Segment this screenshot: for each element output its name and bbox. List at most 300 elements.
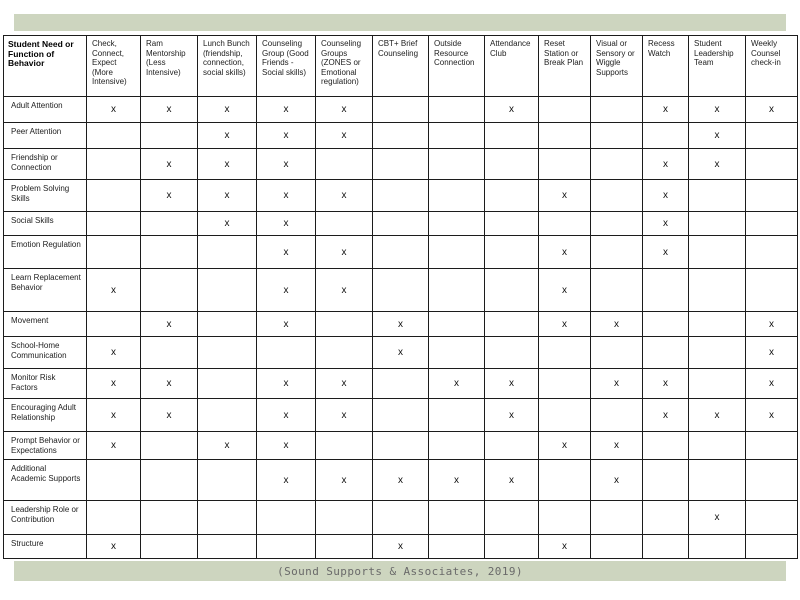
column-header: Recess Watch — [643, 36, 689, 97]
table-cell — [539, 535, 591, 559]
table-cell — [591, 212, 643, 236]
x-mark: x — [769, 378, 774, 389]
table-cell — [257, 212, 316, 236]
column-header: CBT+ Brief Counseling — [373, 36, 429, 97]
table-cell — [429, 369, 485, 399]
column-header: Lunch Bunch (friendship, connection, social skills) — [198, 36, 257, 97]
table-cell — [373, 399, 429, 432]
x-mark: x — [398, 318, 403, 330]
table-cell — [539, 337, 591, 369]
student-need-label: Leadership Role or Contribution — [4, 501, 87, 535]
table-cell — [689, 212, 746, 236]
table-cell — [87, 97, 141, 123]
x-mark: x — [283, 130, 289, 141]
table-cell — [689, 535, 746, 559]
x-mark: x — [614, 318, 619, 330]
x-mark: x — [663, 218, 668, 229]
column-header: Counseling Groups (ZONES or Emotional regulation) — [316, 36, 373, 97]
table-cell — [746, 180, 798, 212]
table-cell — [316, 269, 373, 312]
column-header: Student Leadership Team — [689, 36, 746, 97]
table-cell — [257, 97, 316, 123]
table-cell — [591, 236, 643, 269]
table-cell — [141, 180, 198, 212]
table-cell — [198, 269, 257, 312]
table-cell — [429, 149, 485, 180]
table-cell — [643, 460, 689, 501]
x-mark: x — [283, 218, 289, 229]
x-mark: x — [398, 541, 403, 552]
table-cell — [257, 369, 316, 399]
table-cell — [429, 269, 485, 312]
table-cell — [485, 369, 539, 399]
table-cell — [429, 180, 485, 212]
x-mark: x — [663, 246, 668, 258]
table-cell — [539, 212, 591, 236]
table-cell — [373, 460, 429, 501]
table-row — [4, 212, 798, 236]
column-header: Check, Connect, Expect (More Intensive) — [87, 36, 141, 97]
table-cell — [316, 212, 373, 236]
table-row — [4, 432, 798, 460]
x-mark: x — [341, 190, 347, 201]
student-need-label: Structure — [4, 535, 87, 559]
x-mark: x — [166, 158, 172, 170]
table-cell — [87, 149, 141, 180]
table-cell — [198, 123, 257, 149]
table-cell — [87, 212, 141, 236]
x-mark: x — [663, 158, 668, 170]
table-cell — [539, 123, 591, 149]
table-cell — [429, 460, 485, 501]
x-mark: x — [714, 158, 720, 170]
x-mark: x — [714, 512, 720, 523]
table-cell — [198, 535, 257, 559]
table-cell — [198, 369, 257, 399]
table-cell — [746, 399, 798, 432]
table-cell — [643, 212, 689, 236]
table-cell — [746, 369, 798, 399]
table-cell — [141, 149, 198, 180]
table-row — [4, 97, 798, 123]
table-row — [4, 180, 798, 212]
table-cell — [485, 149, 539, 180]
table-cell — [643, 312, 689, 337]
table-row — [4, 535, 798, 559]
table-cell — [141, 399, 198, 432]
x-mark: x — [398, 474, 403, 486]
column-header: Outside Resource Connection — [429, 36, 485, 97]
column-header: Counseling Group (Good Friends - Social skills) — [257, 36, 316, 97]
student-need-label: School-Home Communication — [4, 337, 87, 369]
x-mark: x — [283, 158, 289, 170]
x-mark: x — [283, 190, 289, 201]
student-need-label: Additional Academic Supports — [4, 460, 87, 501]
table-cell — [643, 180, 689, 212]
x-mark: x — [224, 218, 230, 229]
table-cell — [746, 535, 798, 559]
x-mark: x — [111, 541, 116, 552]
x-mark: x — [283, 318, 289, 330]
x-mark: x — [614, 440, 619, 451]
x-mark: x — [769, 347, 774, 358]
column-header: Visual or Sensory or Wiggle Supports — [591, 36, 643, 97]
table-cell — [485, 269, 539, 312]
table-cell — [539, 501, 591, 535]
table-cell — [539, 180, 591, 212]
x-mark: x — [224, 190, 230, 201]
x-mark: x — [283, 284, 289, 296]
table-cell — [316, 337, 373, 369]
table-cell — [373, 212, 429, 236]
x-mark: x — [663, 409, 668, 421]
table-cell — [689, 269, 746, 312]
x-mark: x — [769, 104, 774, 115]
table-cell — [87, 236, 141, 269]
table-cell — [257, 269, 316, 312]
table-cell — [316, 535, 373, 559]
table-cell — [373, 432, 429, 460]
table-cell — [539, 149, 591, 180]
x-mark: x — [224, 440, 230, 451]
table-cell — [373, 312, 429, 337]
top-decorative-bar — [14, 14, 786, 31]
table-cell — [746, 432, 798, 460]
x-mark: x — [283, 440, 289, 451]
table-cell — [373, 535, 429, 559]
table-cell — [373, 236, 429, 269]
table-cell — [316, 432, 373, 460]
table-cell — [746, 501, 798, 535]
table-cell — [485, 535, 539, 559]
student-need-label: Monitor Risk Factors — [4, 369, 87, 399]
table-cell — [591, 123, 643, 149]
table-body — [4, 97, 798, 559]
x-mark: x — [111, 104, 116, 115]
table-cell — [689, 501, 746, 535]
table-cell — [198, 97, 257, 123]
table-cell — [429, 535, 485, 559]
table-cell — [689, 149, 746, 180]
x-mark: x — [562, 190, 567, 201]
table-row — [4, 123, 798, 149]
table-cell — [485, 236, 539, 269]
table-cell — [141, 212, 198, 236]
student-need-label: Peer Attention — [4, 123, 87, 149]
table-cell — [373, 337, 429, 369]
table-cell — [485, 460, 539, 501]
x-mark: x — [166, 104, 172, 115]
table-cell — [316, 123, 373, 149]
table-cell — [257, 337, 316, 369]
table-cell — [257, 123, 316, 149]
table-cell — [87, 432, 141, 460]
x-mark: x — [341, 409, 347, 421]
table-cell — [257, 535, 316, 559]
x-mark: x — [224, 158, 230, 170]
x-mark: x — [341, 246, 347, 258]
x-mark: x — [111, 409, 116, 421]
student-need-label: Movement — [4, 312, 87, 337]
table-cell — [316, 501, 373, 535]
table-cell — [689, 236, 746, 269]
table-cell — [643, 432, 689, 460]
corner-header: Student Need or Function of Behavior — [4, 36, 87, 97]
table-cell — [87, 535, 141, 559]
student-need-label: Encouraging Adult Relationship — [4, 399, 87, 432]
x-mark: x — [663, 378, 668, 389]
x-mark: x — [562, 541, 567, 552]
table-cell — [689, 180, 746, 212]
table-cell — [485, 123, 539, 149]
table-cell — [591, 312, 643, 337]
table-cell — [746, 123, 798, 149]
column-header: Attendance Club — [485, 36, 539, 97]
x-mark: x — [714, 130, 720, 141]
table-cell — [87, 123, 141, 149]
x-mark: x — [398, 347, 403, 358]
table-cell — [539, 432, 591, 460]
table-cell — [87, 337, 141, 369]
table-cell — [141, 337, 198, 369]
table-cell — [539, 269, 591, 312]
table-cell — [373, 149, 429, 180]
x-mark: x — [166, 409, 172, 421]
table-cell — [689, 460, 746, 501]
table-cell — [141, 312, 198, 337]
table-cell — [198, 180, 257, 212]
x-mark: x — [562, 318, 567, 330]
x-mark: x — [111, 284, 116, 296]
table-cell — [591, 460, 643, 501]
table-cell — [373, 369, 429, 399]
table-cell — [746, 337, 798, 369]
table-cell — [539, 236, 591, 269]
table-cell — [643, 399, 689, 432]
table-row — [4, 312, 798, 337]
table-row — [4, 236, 798, 269]
intervention-table — [3, 35, 798, 559]
table-cell — [643, 501, 689, 535]
table-cell — [643, 337, 689, 369]
table-cell — [485, 501, 539, 535]
table-cell — [689, 432, 746, 460]
table-cell — [539, 399, 591, 432]
student-need-label: Adult Attention — [4, 97, 87, 123]
table-cell — [198, 312, 257, 337]
x-mark: x — [341, 378, 347, 389]
table-header-row — [4, 36, 798, 97]
table-cell — [689, 399, 746, 432]
x-mark: x — [224, 130, 230, 141]
x-mark: x — [509, 104, 514, 115]
table-cell — [591, 180, 643, 212]
table-row — [4, 501, 798, 535]
table-cell — [689, 337, 746, 369]
table-cell — [591, 501, 643, 535]
table-cell — [257, 399, 316, 432]
table-cell — [141, 535, 198, 559]
table-cell — [746, 212, 798, 236]
x-mark: x — [509, 409, 514, 421]
x-mark: x — [562, 284, 567, 296]
x-mark: x — [283, 474, 289, 486]
table-cell — [257, 501, 316, 535]
table-cell — [316, 460, 373, 501]
x-mark: x — [166, 378, 172, 389]
x-mark: x — [224, 104, 230, 115]
table-cell — [257, 149, 316, 180]
table-cell — [643, 123, 689, 149]
table-cell — [746, 460, 798, 501]
table-cell — [485, 180, 539, 212]
table-cell — [429, 399, 485, 432]
table-cell — [429, 432, 485, 460]
table-cell — [485, 399, 539, 432]
table-cell — [643, 535, 689, 559]
table-row — [4, 460, 798, 501]
table-cell — [257, 236, 316, 269]
table-cell — [198, 501, 257, 535]
table-cell — [198, 236, 257, 269]
table-cell — [373, 123, 429, 149]
x-mark: x — [283, 104, 289, 115]
table-cell — [198, 337, 257, 369]
table-cell — [643, 369, 689, 399]
x-mark: x — [509, 378, 514, 389]
table-cell — [316, 149, 373, 180]
x-mark: x — [714, 409, 720, 421]
x-mark: x — [111, 347, 116, 358]
x-mark: x — [454, 378, 459, 389]
x-mark: x — [663, 190, 668, 201]
table-cell — [316, 399, 373, 432]
intervention-matrix — [3, 35, 797, 556]
table-cell — [591, 269, 643, 312]
x-mark: x — [714, 104, 720, 115]
table-cell — [429, 312, 485, 337]
x-mark: x — [283, 409, 289, 421]
table-cell — [643, 236, 689, 269]
table-cell — [746, 236, 798, 269]
table-cell — [87, 312, 141, 337]
table-cell — [257, 460, 316, 501]
table-cell — [539, 97, 591, 123]
table-cell — [316, 180, 373, 212]
table-cell — [746, 97, 798, 123]
table-cell — [591, 432, 643, 460]
table-cell — [257, 312, 316, 337]
table-row — [4, 337, 798, 369]
student-need-label: Social Skills — [4, 212, 87, 236]
citation-text: (Sound Supports & Associates, 2019) — [277, 564, 523, 578]
x-mark: x — [166, 318, 172, 330]
student-need-label: Problem Solving Skills — [4, 180, 87, 212]
table-cell — [746, 269, 798, 312]
table-cell — [485, 312, 539, 337]
table-cell — [539, 312, 591, 337]
column-header: Reset Station or Break Plan — [539, 36, 591, 97]
table-cell — [198, 149, 257, 180]
table-cell — [257, 432, 316, 460]
table-cell — [198, 212, 257, 236]
student-need-label: Prompt Behavior or Expectations — [4, 432, 87, 460]
table-cell — [643, 149, 689, 180]
table-cell — [198, 432, 257, 460]
table-cell — [87, 269, 141, 312]
x-mark: x — [562, 246, 567, 258]
x-mark: x — [341, 284, 347, 296]
table-cell — [485, 97, 539, 123]
table-cell — [141, 501, 198, 535]
x-mark: x — [166, 190, 172, 201]
x-mark: x — [509, 474, 514, 486]
x-mark: x — [111, 440, 116, 451]
table-cell — [485, 337, 539, 369]
table-cell — [485, 432, 539, 460]
table-cell — [429, 236, 485, 269]
table-cell — [141, 269, 198, 312]
x-mark: x — [769, 409, 774, 421]
table-cell — [87, 460, 141, 501]
table-cell — [373, 180, 429, 212]
table-cell — [539, 369, 591, 399]
table-cell — [591, 149, 643, 180]
table-row — [4, 399, 798, 432]
table-cell — [198, 399, 257, 432]
x-mark: x — [111, 378, 116, 389]
student-need-label: Emotion Regulation — [4, 236, 87, 269]
table-cell — [429, 501, 485, 535]
table-cell — [643, 97, 689, 123]
column-header: Ram Mentorship (Less Intensive) — [141, 36, 198, 97]
x-mark: x — [614, 378, 619, 389]
table-cell — [316, 369, 373, 399]
student-need-label: Learn Replacement Behavior — [4, 269, 87, 312]
table-row — [4, 149, 798, 180]
x-mark: x — [341, 130, 347, 141]
table-cell — [141, 369, 198, 399]
table-cell — [141, 236, 198, 269]
table-cell — [198, 460, 257, 501]
table-cell — [591, 535, 643, 559]
table-cell — [141, 460, 198, 501]
table-cell — [373, 501, 429, 535]
table-cell — [591, 97, 643, 123]
x-mark: x — [341, 104, 347, 115]
x-mark: x — [769, 318, 774, 330]
x-mark: x — [283, 378, 289, 389]
student-need-label: Friendship or Connection — [4, 149, 87, 180]
x-mark: x — [454, 474, 459, 486]
table-cell — [746, 149, 798, 180]
table-cell — [591, 337, 643, 369]
bottom-decorative-bar — [14, 561, 786, 581]
table-cell — [429, 212, 485, 236]
table-cell — [591, 399, 643, 432]
table-cell — [316, 97, 373, 123]
table-cell — [87, 369, 141, 399]
x-mark: x — [614, 474, 619, 486]
column-header: Weekly Counsel check-in — [746, 36, 798, 97]
table-cell — [689, 369, 746, 399]
table-cell — [141, 123, 198, 149]
table-cell — [429, 337, 485, 369]
table-cell — [316, 312, 373, 337]
table-cell — [539, 460, 591, 501]
table-cell — [689, 123, 746, 149]
table-cell — [429, 97, 485, 123]
